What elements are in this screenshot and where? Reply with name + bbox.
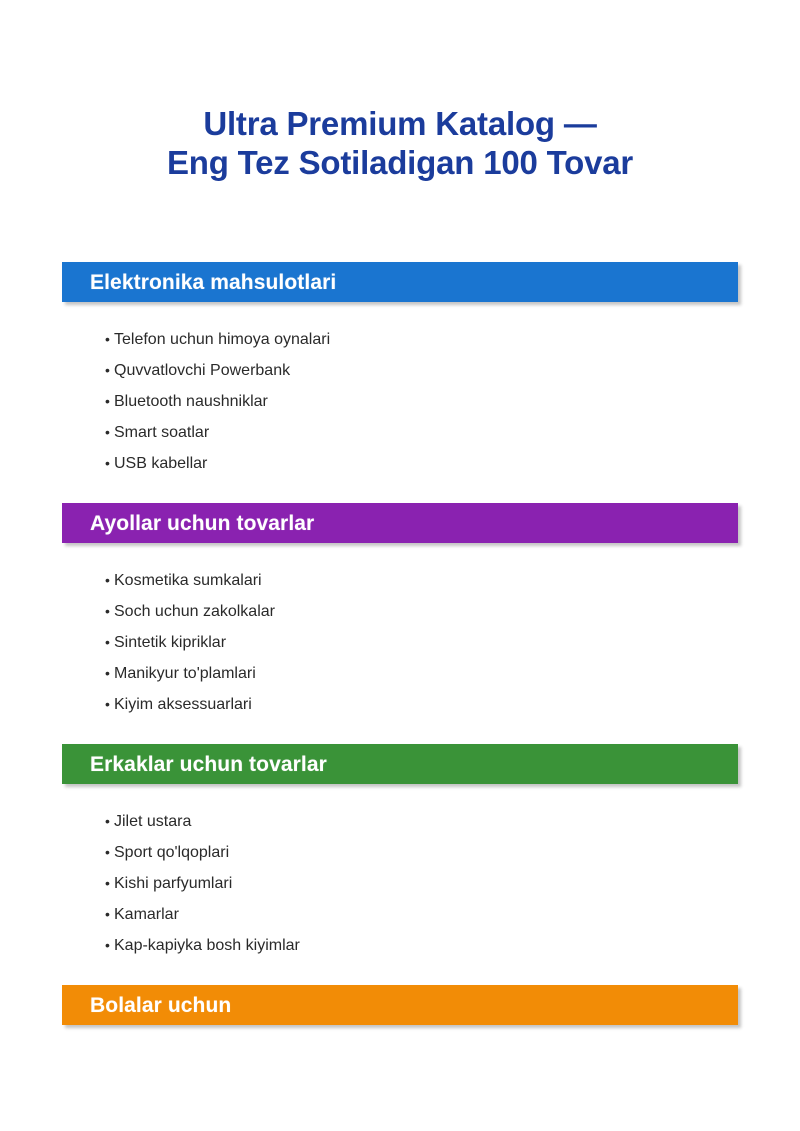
list-item — [105, 899, 738, 930]
list-item — [105, 324, 738, 355]
list-item — [105, 837, 738, 868]
section-elektronika — [62, 262, 738, 503]
list-item-label: Bluetooth naushniklar — [114, 393, 268, 410]
list-item — [105, 868, 738, 899]
list-item — [105, 806, 738, 837]
list-item — [105, 627, 738, 658]
section-header-ayollar — [62, 503, 738, 543]
page-title-line-2: Eng Tez Sotiladigan 100 Tovar — [166, 143, 634, 181]
list-item — [105, 658, 738, 689]
section-bolalar — [62, 985, 738, 1025]
list-item-label: Smart soatlar — [114, 424, 210, 441]
section-header-label: Bolalar uchun — [90, 993, 232, 1017]
bullet-icon: • — [105, 665, 110, 681]
section-header-label: Elektronika mahsulotlari — [90, 270, 337, 294]
list-item-label: Sintetik kipriklar — [114, 634, 227, 651]
bullet-icon: • — [105, 393, 110, 409]
section-header-label: Erkaklar uchun tovarlar — [90, 752, 327, 776]
bullet-icon: • — [105, 603, 110, 619]
page-title — [0, 105, 800, 183]
list-item-label: Jilet ustara — [114, 813, 192, 830]
section-header-erkaklar — [62, 744, 738, 784]
section-header-label: Ayollar uchun tovarlar — [90, 511, 315, 535]
list-item — [105, 417, 738, 448]
section-header-bolalar — [62, 985, 738, 1025]
bullet-icon: • — [105, 813, 110, 829]
bullet-icon: • — [105, 362, 110, 378]
bullet-icon: • — [105, 572, 110, 588]
list-item-label: USB kabellar — [114, 455, 208, 472]
list-item-label: Kosmetika sumkalari — [114, 572, 262, 589]
page-title-line-1: Ultra Premium Katalog — — [203, 105, 597, 142]
section-body-erkaklar — [62, 784, 738, 985]
list-item — [105, 596, 738, 627]
bullet-icon: • — [105, 844, 110, 860]
bullet-icon: • — [105, 424, 110, 440]
section-body-ayollar — [62, 543, 738, 744]
bullet-icon: • — [105, 331, 110, 347]
list-item-label: Kamarlar — [114, 906, 179, 923]
section-list — [62, 262, 738, 1025]
list-item-label: Kiyim aksessuarlari — [114, 696, 252, 713]
list-item-label: Kishi parfyumlari — [114, 875, 233, 892]
bullet-icon: • — [105, 634, 110, 650]
list-item — [105, 930, 738, 961]
bullet-icon: • — [105, 696, 110, 712]
section-body-elektronika — [62, 302, 738, 503]
list-item — [105, 355, 738, 386]
list-item — [105, 565, 738, 596]
section-erkaklar — [62, 744, 738, 985]
list-item-label: Soch uchun zakolkalar — [114, 603, 275, 620]
bullet-icon: • — [105, 455, 110, 471]
list-item-label: Manikyur to'plamlari — [114, 665, 256, 682]
list-item — [105, 689, 738, 720]
bullet-icon: • — [105, 906, 110, 922]
bullet-icon: • — [105, 937, 110, 953]
list-item-label: Kap-kapiyka bosh kiyimlar — [114, 937, 300, 954]
list-item — [105, 386, 738, 417]
bullet-icon: • — [105, 875, 110, 891]
section-header-elektronika — [62, 262, 738, 302]
section-ayollar — [62, 503, 738, 744]
list-item — [105, 448, 738, 479]
list-item-label: Sport qo'lqoplari — [114, 844, 230, 861]
list-item-label: Quvvatlovchi Powerbank — [114, 362, 291, 379]
list-item-label: Telefon uchun himoya oynalari — [114, 331, 331, 348]
